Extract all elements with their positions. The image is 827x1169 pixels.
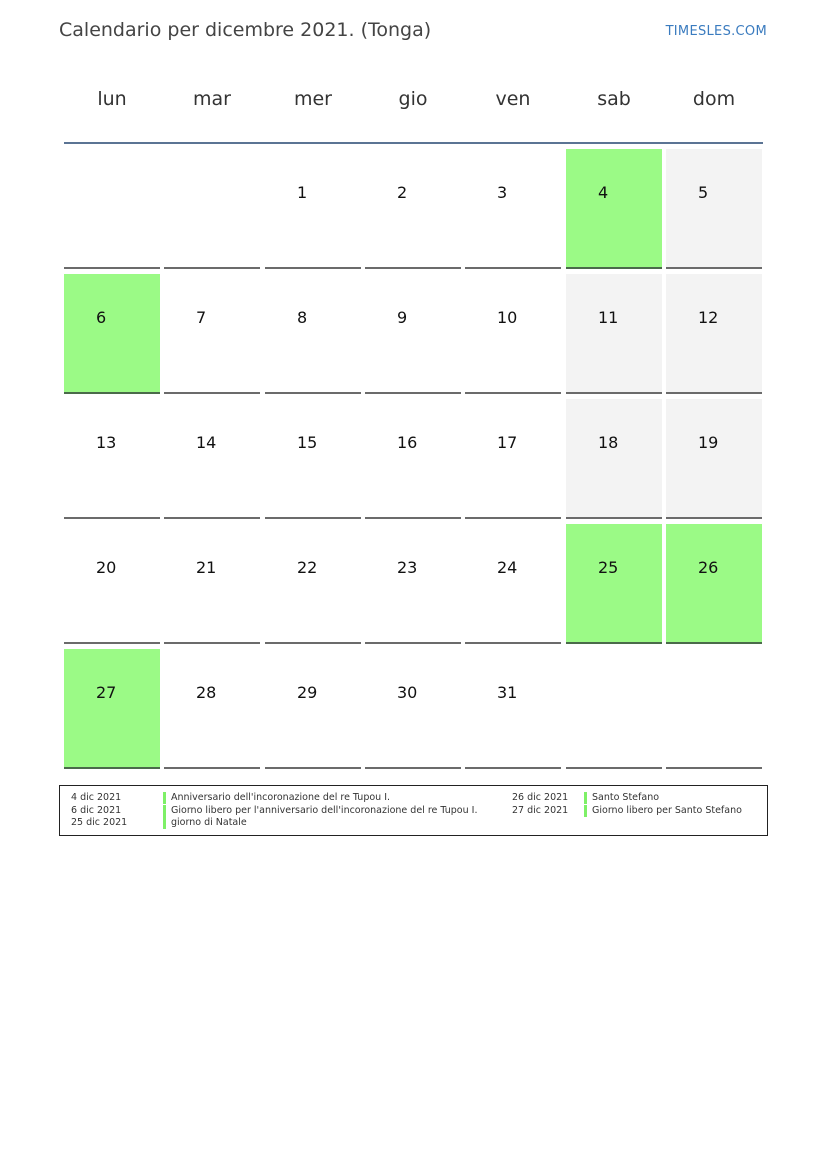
weekday-thu: gio — [398, 88, 428, 110]
cell-divider — [265, 642, 361, 644]
legend-name: Giorno libero per Santo Stefano — [592, 805, 742, 816]
day-cell-24[interactable] — [465, 524, 561, 644]
cell-divider — [566, 767, 662, 769]
day-number: 16 — [397, 433, 418, 452]
legend-item — [512, 792, 762, 804]
empty-day-cell — [164, 149, 260, 269]
holiday-color-marker — [163, 817, 166, 829]
legend-date: 27 dic 2021 — [512, 805, 569, 816]
day-number: 25 — [598, 558, 619, 577]
cell-divider — [666, 267, 762, 269]
cell-divider — [666, 642, 762, 644]
day-cell-27[interactable] — [64, 649, 160, 769]
legend-name: Anniversario dell'incoronazione del re Tupou I. — [171, 792, 391, 803]
day-cell-3[interactable] — [465, 149, 561, 269]
legend-name: giorno di Natale — [171, 817, 247, 828]
day-number: 5 — [698, 183, 709, 202]
legend-date: 6 dic 2021 — [71, 805, 122, 816]
day-cell-29[interactable] — [265, 649, 361, 769]
day-cell-5[interactable] — [666, 149, 762, 269]
cell-divider — [64, 767, 160, 769]
legend-name: Santo Stefano — [592, 792, 660, 803]
day-number: 31 — [497, 683, 518, 702]
holiday-legend — [59, 785, 768, 836]
day-number: 13 — [96, 433, 117, 452]
cell-divider — [365, 642, 461, 644]
day-number: 7 — [196, 308, 207, 327]
brand-link[interactable]: TIMESLES.COM — [665, 24, 767, 39]
day-number: 30 — [397, 683, 418, 702]
cell-divider — [265, 267, 361, 269]
cell-divider — [465, 267, 561, 269]
day-cell-25[interactable] — [566, 524, 662, 644]
cell-divider — [566, 517, 662, 519]
legend-date: 25 dic 2021 — [71, 817, 128, 828]
legend-item — [71, 792, 491, 804]
day-cell-14[interactable] — [164, 399, 260, 519]
day-number: 23 — [397, 558, 418, 577]
day-cell-12[interactable] — [666, 274, 762, 394]
day-number: 27 — [96, 683, 117, 702]
cell-divider — [566, 642, 662, 644]
empty-day-cell — [64, 149, 160, 269]
day-cell-4[interactable] — [566, 149, 662, 269]
day-cell-13[interactable] — [64, 399, 160, 519]
day-number: 8 — [297, 308, 308, 327]
cell-divider — [164, 642, 260, 644]
cell-divider — [566, 267, 662, 269]
cell-divider — [666, 767, 762, 769]
day-cell-9[interactable] — [365, 274, 461, 394]
cell-divider — [365, 517, 461, 519]
day-cell-21[interactable] — [164, 524, 260, 644]
cell-divider — [164, 267, 260, 269]
day-cell-26[interactable] — [666, 524, 762, 644]
day-cell-11[interactable] — [566, 274, 662, 394]
cell-divider — [265, 767, 361, 769]
cell-divider — [64, 267, 160, 269]
weekday-wed: mer — [293, 88, 332, 110]
empty-day-cell — [666, 649, 762, 769]
legend-name: Giorno libero per l'anniversario dell'incoronazione del re Tupou I. — [171, 805, 478, 816]
cell-divider — [365, 767, 461, 769]
day-cell-8[interactable] — [265, 274, 361, 394]
day-cell-17[interactable] — [465, 399, 561, 519]
cell-divider — [666, 392, 762, 394]
day-number: 22 — [297, 558, 318, 577]
day-number: 4 — [598, 183, 609, 202]
day-number: 6 — [96, 308, 107, 327]
day-cell-2[interactable] — [365, 149, 461, 269]
day-number: 17 — [497, 433, 518, 452]
day-cell-23[interactable] — [365, 524, 461, 644]
day-number: 26 — [698, 558, 719, 577]
day-number: 9 — [397, 308, 408, 327]
cell-divider — [265, 517, 361, 519]
day-number: 12 — [698, 308, 719, 327]
day-number: 24 — [497, 558, 518, 577]
weekday-sun: dom — [692, 88, 736, 110]
day-cell-22[interactable] — [265, 524, 361, 644]
day-cell-6[interactable] — [64, 274, 160, 394]
day-cell-19[interactable] — [666, 399, 762, 519]
empty-day-cell — [566, 649, 662, 769]
header-divider — [64, 142, 763, 144]
day-cell-1[interactable] — [265, 149, 361, 269]
legend-date: 4 dic 2021 — [71, 792, 122, 803]
holiday-color-marker — [163, 805, 166, 817]
cell-divider — [64, 517, 160, 519]
day-cell-10[interactable] — [465, 274, 561, 394]
cell-divider — [365, 392, 461, 394]
day-number: 2 — [397, 183, 408, 202]
cell-divider — [465, 767, 561, 769]
day-number: 19 — [698, 433, 719, 452]
holiday-color-marker — [584, 792, 587, 804]
day-number: 28 — [196, 683, 217, 702]
day-number: 11 — [598, 308, 619, 327]
cell-divider — [566, 392, 662, 394]
legend-item — [71, 805, 491, 817]
legend-date: 26 dic 2021 — [512, 792, 569, 803]
cell-divider — [666, 517, 762, 519]
holiday-color-marker — [163, 792, 166, 804]
cell-divider — [64, 392, 160, 394]
day-number: 1 — [297, 183, 308, 202]
weekday-sat: sab — [597, 88, 631, 110]
cell-divider — [265, 392, 361, 394]
weekday-fri: ven — [495, 88, 531, 110]
day-number: 3 — [497, 183, 508, 202]
cell-divider — [164, 767, 260, 769]
day-number: 14 — [196, 433, 217, 452]
day-cell-20[interactable] — [64, 524, 160, 644]
cell-divider — [365, 267, 461, 269]
weekday-mon: lun — [97, 88, 127, 110]
cell-divider — [465, 392, 561, 394]
weekday-tue: mar — [193, 88, 231, 110]
page-title: Calendario per dicembre 2021. (Tonga) — [59, 19, 432, 41]
day-cell-18[interactable] — [566, 399, 662, 519]
cell-divider — [64, 642, 160, 644]
day-cell-16[interactable] — [365, 399, 461, 519]
legend-item — [512, 805, 762, 817]
holiday-color-marker — [584, 805, 587, 817]
day-number: 21 — [196, 558, 217, 577]
day-cell-31[interactable] — [465, 649, 561, 769]
day-cell-30[interactable] — [365, 649, 461, 769]
day-number: 18 — [598, 433, 619, 452]
day-cell-15[interactable] — [265, 399, 361, 519]
day-cell-7[interactable] — [164, 274, 260, 394]
day-number: 10 — [497, 308, 518, 327]
day-cell-28[interactable] — [164, 649, 260, 769]
day-number: 29 — [297, 683, 318, 702]
cell-divider — [164, 392, 260, 394]
cell-divider — [465, 517, 561, 519]
day-number: 15 — [297, 433, 318, 452]
legend-item — [71, 817, 491, 829]
cell-divider — [465, 642, 561, 644]
cell-divider — [164, 517, 260, 519]
day-number: 20 — [96, 558, 117, 577]
weekday-header — [64, 88, 763, 120]
